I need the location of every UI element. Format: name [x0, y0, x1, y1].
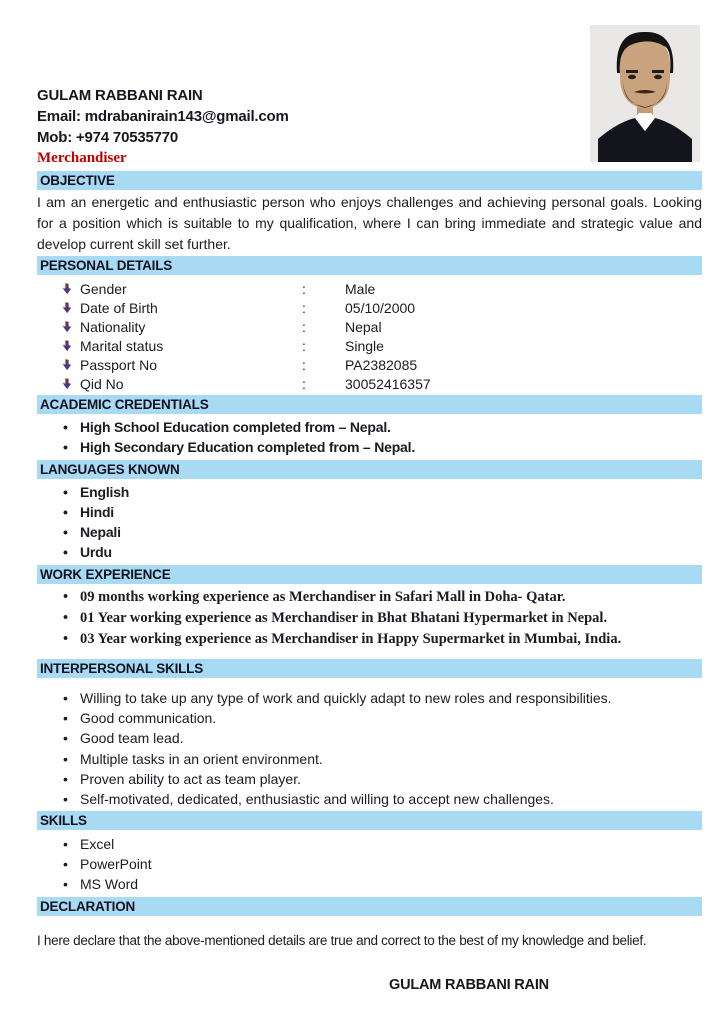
bullet-icon: • [63, 439, 68, 455]
bullet-icon: • [63, 750, 68, 767]
detail-value: PA2382085 [345, 356, 418, 373]
list-item [37, 834, 702, 854]
detail-separator: : [302, 337, 306, 354]
interpersonal-item: Proven ability to act as team player. [80, 770, 301, 787]
bullet-icon: • [63, 730, 68, 747]
bullet-icon: • [63, 589, 69, 605]
job-title: Merchandiser [37, 150, 127, 166]
bullet-icon: • [63, 876, 68, 893]
detail-separator: : [302, 375, 306, 392]
list-item [37, 769, 702, 789]
interpersonal-item: Self-motivated, dedicated, enthusiastic and willing to accept new challenges. [80, 791, 554, 808]
list-item [37, 854, 702, 874]
personal-detail-row [37, 279, 702, 298]
arrow-bullet-icon [62, 340, 80, 352]
detail-label: Date of Birth [80, 299, 158, 316]
bullet-icon: • [63, 791, 68, 808]
personal-detail-row [37, 355, 702, 374]
list-item [37, 437, 702, 457]
section-heading-skills: SKILLS [37, 811, 702, 830]
work-experience-item: 03 Year working experience as Merchandiser in Happy Supermarket in Mumbai, India. [80, 631, 622, 647]
bullet-icon: • [63, 631, 69, 647]
arrow-bullet-icon [62, 283, 80, 295]
list-item [37, 587, 702, 608]
list-item [37, 542, 702, 562]
list-item [37, 874, 702, 894]
personal-detail-row [37, 336, 702, 355]
section-heading-work-experience: WORK EXPERIENCE [37, 565, 702, 584]
list-item [37, 608, 702, 629]
detail-value: 30052416357 [345, 375, 431, 392]
arrow-bullet-icon [62, 378, 80, 390]
detail-value: Nepal [345, 318, 382, 335]
skills-list [37, 834, 702, 894]
personal-detail-row [37, 374, 702, 393]
section-heading-interpersonal: INTERPERSONAL SKILLS [37, 659, 702, 678]
detail-value: 05/10/2000 [345, 299, 416, 316]
declaration-text: I here declare that the above-mentioned details are true and correct to the best of my knowledge and belief. [37, 933, 647, 949]
arrow-bullet-icon [62, 321, 80, 333]
detail-separator: : [302, 280, 306, 297]
list-item [37, 502, 702, 522]
list-item [37, 482, 702, 502]
language-item: Hindi [80, 504, 114, 520]
detail-label: Passport No [80, 356, 158, 373]
list-item [37, 417, 702, 437]
bullet-icon: • [63, 544, 68, 560]
work-experience-item: 01 Year working experience as Merchandiser in Bhat Bhatani Hypermarket in Nepal. [80, 610, 608, 626]
mobile-line: Mob: +974 70535770 [37, 129, 179, 146]
detail-separator: : [302, 299, 306, 316]
interpersonal-list [37, 688, 702, 809]
resume-content [37, 0, 702, 993]
personal-detail-row [37, 298, 702, 317]
section-heading-declaration: DECLARATION [37, 897, 702, 916]
academic-list [37, 417, 702, 457]
section-heading-personal-details: PERSONAL DETAILS [37, 256, 702, 275]
interpersonal-item: Good communication. [80, 710, 217, 727]
detail-label: Marital status [80, 337, 164, 354]
detail-label: Gender [80, 280, 127, 297]
personal-details-rows [37, 279, 702, 393]
bullet-icon: • [63, 690, 68, 706]
candidate-name: GULAM RABBANI RAIN [37, 87, 203, 104]
bullet-icon: • [63, 610, 69, 626]
bullet-icon: • [63, 856, 68, 873]
skill-item: Excel [80, 836, 115, 853]
section-heading-academic: ACADEMIC CREDENTIALS [37, 395, 702, 414]
bullet-icon: • [63, 710, 68, 727]
list-item [37, 749, 702, 769]
bullet-icon: • [63, 504, 68, 520]
bullet-icon: • [63, 836, 68, 853]
bullet-icon: • [63, 484, 68, 500]
arrow-bullet-icon [62, 302, 80, 314]
detail-label: Nationality [80, 318, 146, 335]
list-item [37, 629, 702, 650]
work-experience-list [37, 587, 702, 650]
list-item [37, 708, 702, 728]
bullet-icon: • [63, 524, 68, 540]
academic-item: High Secondary Education completed from – Nepal. [80, 439, 416, 455]
work-experience-item: 09 months working experience as Merchandiser in Safari Mall in Doha- Qatar. [80, 589, 566, 605]
interpersonal-item: Willing to take up any type of work and quickly adapt to new roles and responsibilities. [80, 690, 612, 706]
interpersonal-item: Good team lead. [80, 730, 184, 747]
detail-value: Single [345, 337, 384, 354]
objective-text: I am an energetic and enthusiastic person who enjoys challenges and achieving personal goals. Looking for a position which is suitable to my qualification, where I can bring immediate and strategic value and develop current skill set further. [37, 194, 702, 252]
arrow-bullet-icon [62, 359, 80, 371]
list-item [37, 688, 702, 708]
academic-item: High School Education completed from – Nepal. [80, 419, 391, 435]
detail-label: Qid No [80, 375, 124, 392]
list-item [37, 789, 702, 809]
detail-value: Male [345, 280, 376, 297]
languages-list [37, 482, 702, 562]
skill-item: MS Word [80, 876, 139, 893]
personal-detail-row [37, 317, 702, 336]
language-item: Urdu [80, 544, 112, 560]
list-item [37, 728, 702, 748]
list-item [37, 522, 702, 542]
interpersonal-item: Multiple tasks in an orient environment. [80, 750, 323, 767]
signature-name: GULAM RABBANI RAIN [389, 977, 549, 994]
section-heading-objective: OBJECTIVE [37, 171, 702, 190]
bullet-icon: • [63, 419, 68, 435]
detail-separator: : [302, 356, 306, 373]
language-item: English [80, 484, 130, 500]
language-item: Nepali [80, 524, 121, 540]
detail-separator: : [302, 318, 306, 335]
skill-item: PowerPoint [80, 856, 152, 873]
bullet-icon: • [63, 770, 68, 787]
section-heading-languages: LANGUAGES KNOWN [37, 460, 702, 479]
email-line: Email: mdrabanirain143@gmail.com [37, 108, 289, 125]
